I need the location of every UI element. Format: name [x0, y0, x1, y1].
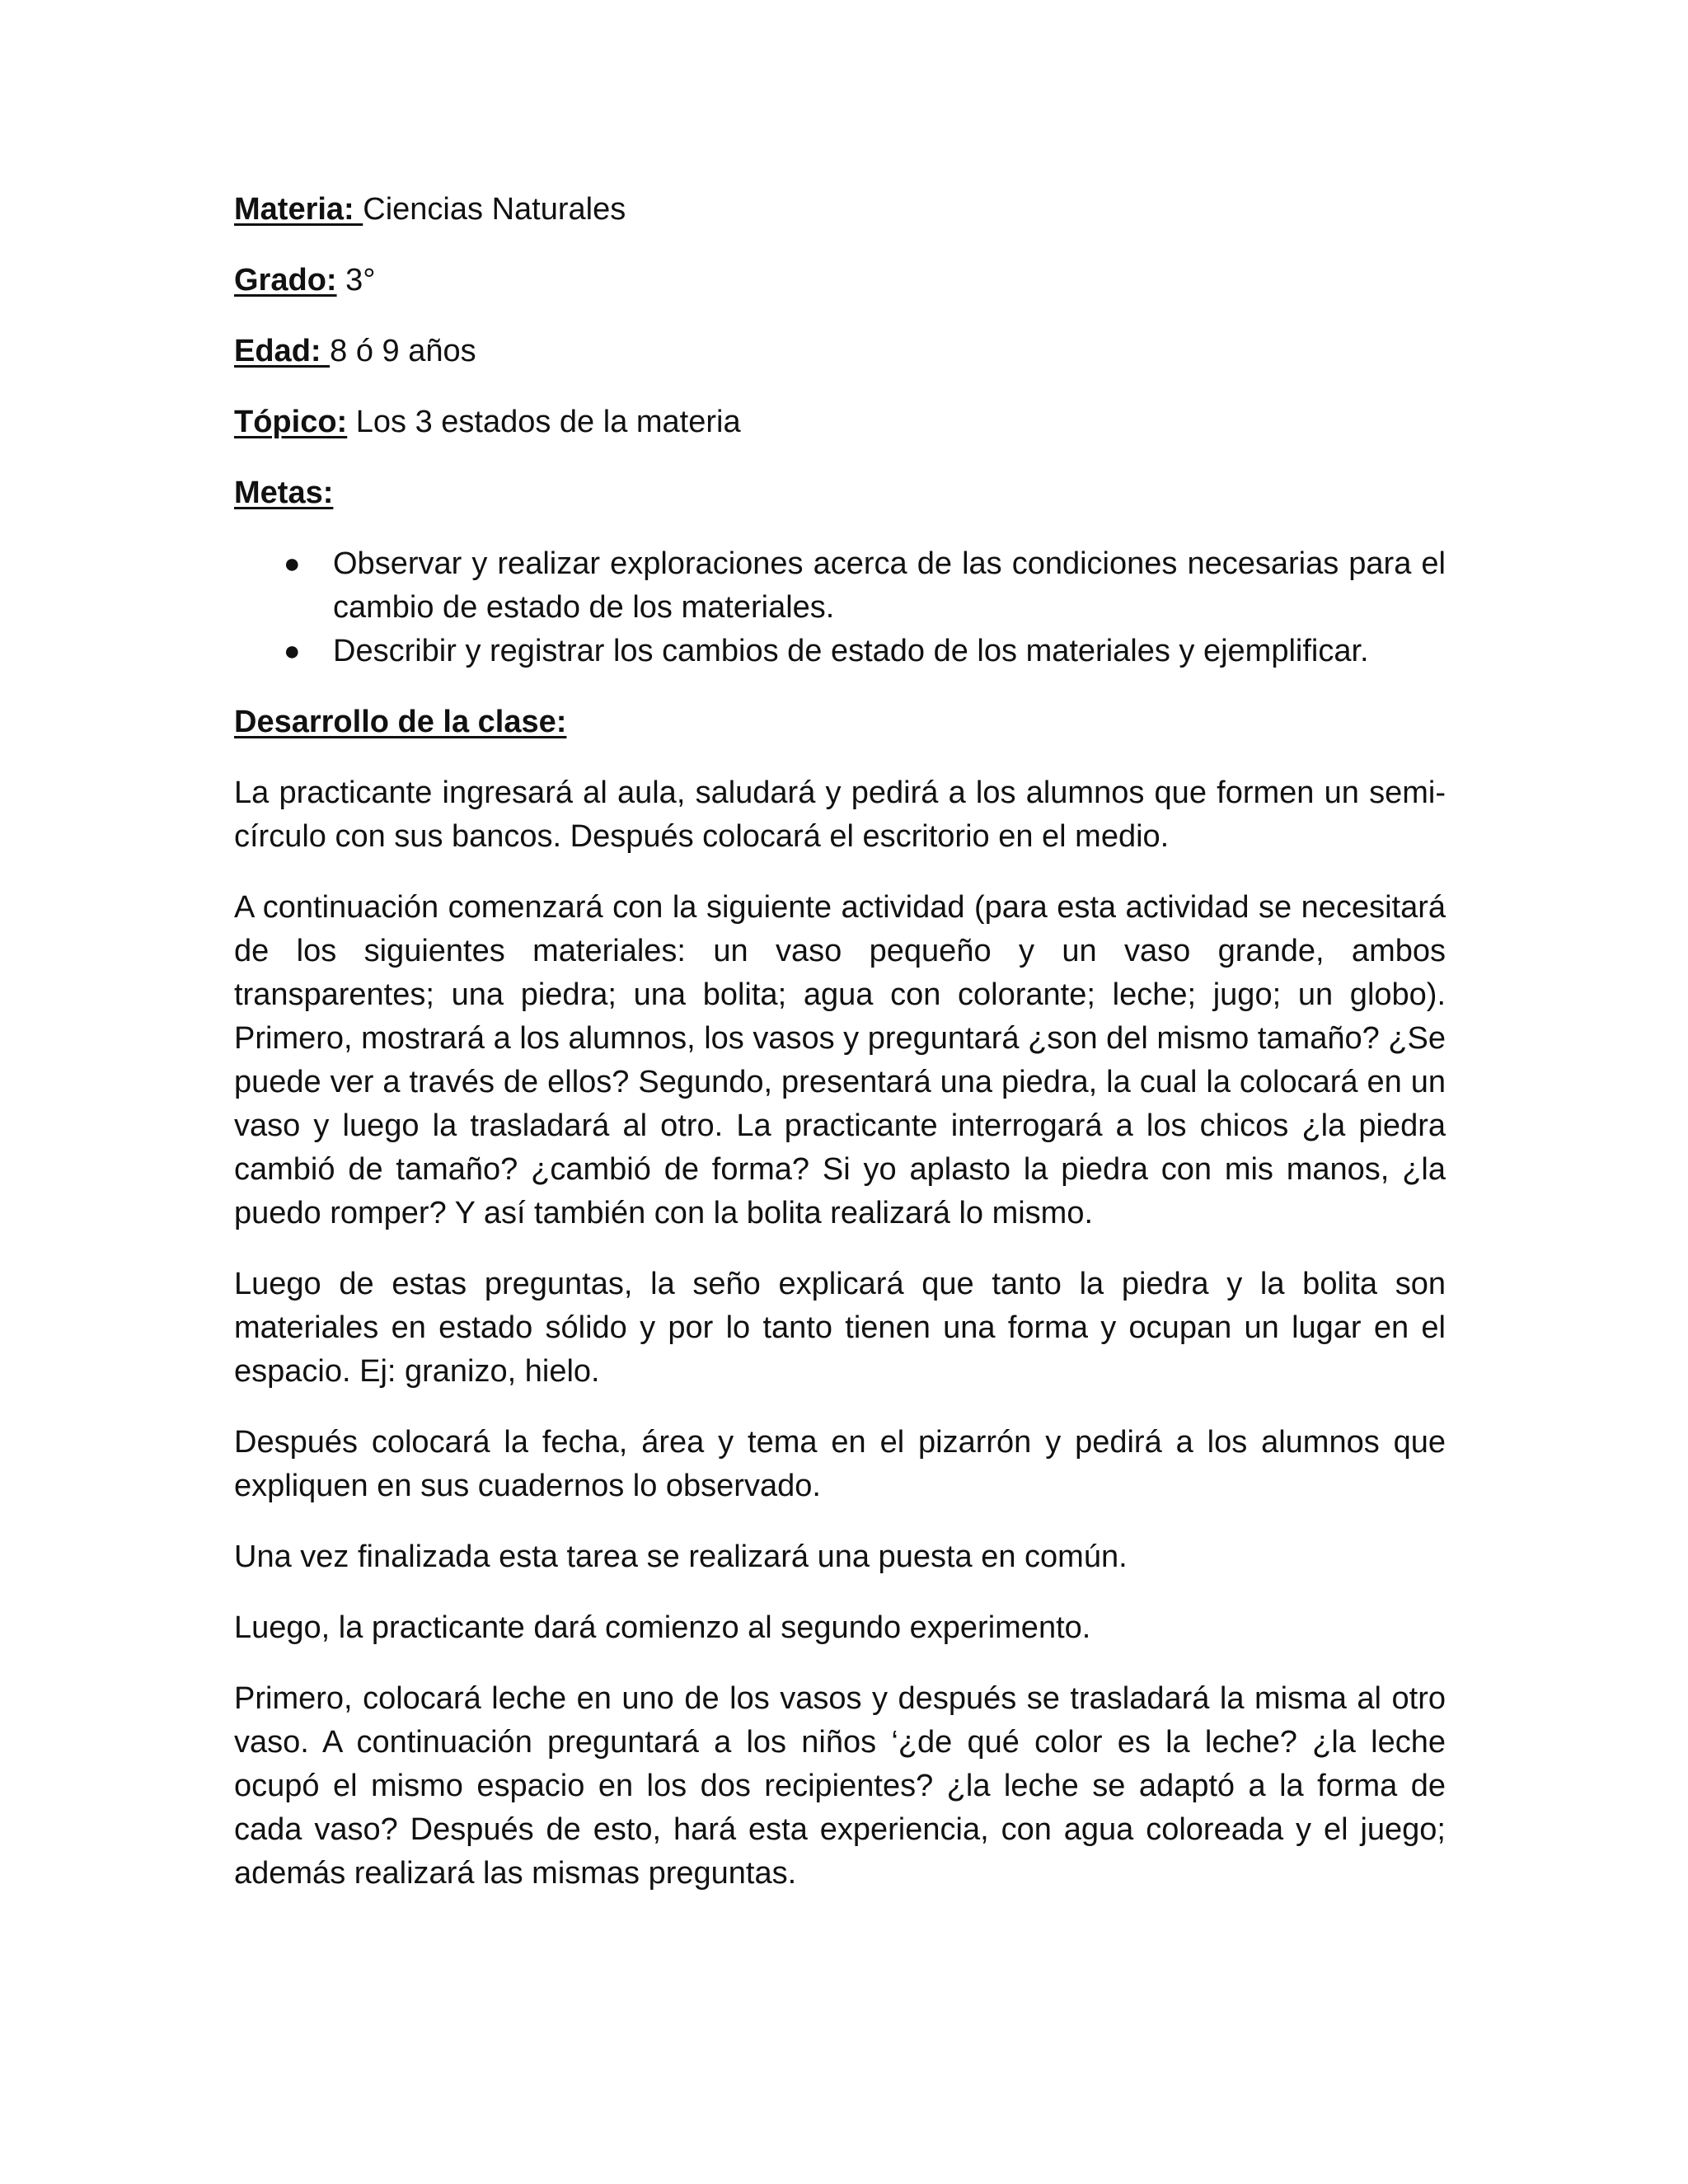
- paragraph: Luego de estas preguntas, la seño explicará que tanto la piedra y la bolita son materiales en estado sólido y por lo tanto tienen una forma y ocupan un lugar en el espacio. Ej: granizo, hielo.: [234, 1267, 1446, 1389]
- edad-value: 8 ó 9 años: [330, 334, 476, 368]
- document-page: [234, 188, 1446, 1923]
- bullet-icon: ●: [284, 635, 301, 667]
- field-topico: [234, 401, 1446, 444]
- paragraph: A continuación comenzará con la siguiente actividad (para esta actividad se necesitará de los siguientes materiales: un vaso pequeño y un vaso grande, ambos transparentes; una piedra; una bolita; agua con colorante; leche; jugo; un globo). Primero, mostrará a los alumnos, los vasos y preguntará ¿son del mismo tamaño? ¿Se puede ver a través de ellos? Segundo, presentará una piedra, la cual la colocará en un vaso y luego la trasladará al otro. La practicante interrogará a los chicos ¿la piedra cambió de tamaño? ¿cambió de forma? Si yo aplasto la piedra con mis manos, ¿la puedo romper? Y así también con la bolita realizará lo mismo.: [234, 890, 1446, 1230]
- paragraph: Luego, la practicante dará comienzo al segundo experimento.: [234, 1610, 1091, 1645]
- field-grado: [234, 259, 1446, 302]
- paragraph: La practicante ingresará al aula, saludará y pedirá a los alumnos que formen un semi-círculo con sus bancos. Después colocará el escritorio en el medio.: [234, 776, 1446, 854]
- paragraph: Primero, colocará leche en uno de los vasos y después se trasladará la misma al otro vaso. A continuación preguntará a los niños ‘¿de qué color es la leche? ¿la leche ocupó el mismo espacio en los dos recipientes? ¿la leche se adaptó a la forma de cada vaso? Después de esto, hará esta experiencia, con agua coloreada y el juego; además realizará las mismas preguntas.: [234, 1681, 1446, 1891]
- list-item: [234, 630, 1446, 673]
- grado-label: Grado:: [234, 263, 337, 298]
- materia-value: Ciencias Naturales: [363, 192, 626, 227]
- list-item: [234, 542, 1446, 630]
- materia-label: Materia:: [234, 192, 363, 227]
- paragraph: Después colocará la fecha, área y tema en el pizarrón y pedirá a los alumnos que expliquen en sus cuadernos lo observado.: [234, 1425, 1446, 1503]
- metas-heading: Metas:: [234, 476, 334, 510]
- paragraph: Una vez finalizada esta tarea se realizará una puesta en común.: [234, 1540, 1128, 1574]
- meta-text: Observar y realizar exploraciones acerca de las condiciones necesarias para el cambio de estado de los materiales.: [333, 546, 1446, 625]
- grado-value: 3°: [336, 263, 376, 298]
- bullet-icon: ●: [284, 548, 301, 579]
- metas-list: [234, 542, 1446, 673]
- meta-text: Describir y registrar los cambios de estado de los materiales y ejemplificar.: [333, 634, 1369, 668]
- field-edad: [234, 330, 1446, 373]
- edad-label: Edad:: [234, 334, 331, 368]
- desarrollo-heading: Desarrollo de la clase:: [234, 705, 567, 739]
- topico-label: Tópico:: [234, 405, 348, 439]
- field-materia: [234, 188, 1446, 232]
- topico-value: Los 3 estados de la materia: [347, 405, 741, 439]
